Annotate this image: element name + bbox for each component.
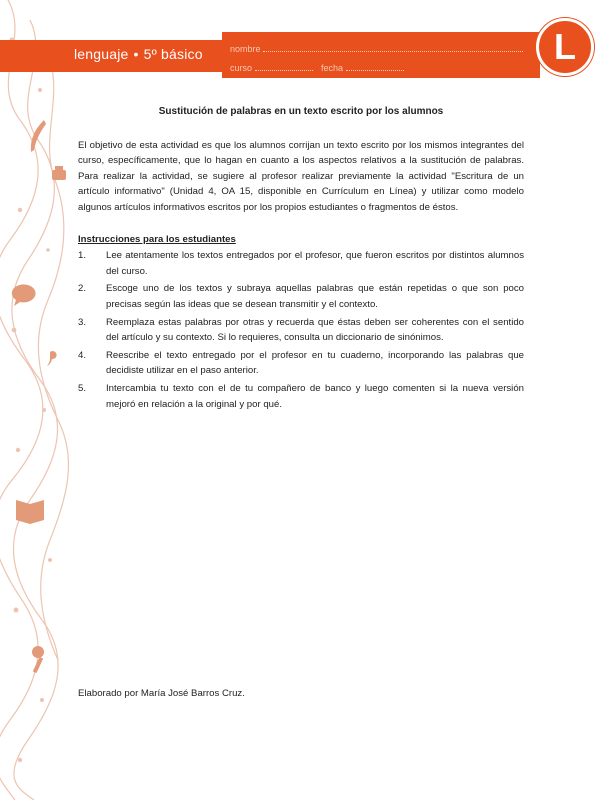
instruction-number: 1.: [78, 250, 87, 262]
date-line[interactable]: [346, 62, 404, 71]
instruction-number: 3.: [78, 316, 87, 328]
book-icon: [16, 500, 44, 524]
instruction-number: 5.: [78, 382, 87, 394]
instruction-text: Intercambia tu texto con el de tu compañero de banco y luego comenten si la nueva versión mejoró en relación a la original y por qué.: [106, 382, 524, 410]
feather-icon: [31, 120, 46, 152]
instruction-number: 2.: [78, 283, 87, 295]
document-title: Sustitución de palabras en un texto escrito por los alumnos: [158, 106, 444, 117]
subject-badge: L: [536, 18, 594, 76]
subject-separator: •: [133, 46, 139, 62]
course-line[interactable]: [255, 62, 313, 71]
instruction-text: Escoge uno de los textos y subraya aquellas palabras que están repetidas o que son poco precisas según las ideas que se desean transmitir y el contexto.: [106, 283, 524, 310]
side-decoration: [0, 0, 70, 800]
instruction-item: [78, 381, 524, 412]
subject-name: lenguaje: [74, 46, 129, 62]
objective-paragraph: El objetivo de esta actividad es que los alumnos corrijan un texto escrito por los mismos integrantes del curso, específicamente, que lo hagan en cuanto a los aspectos relativos a la sustitución de palabras. Para realizar la actividad, se sugiere al profesor realizar previamente la actividad "Escritura de un artículo informativo" (Unidad 4, OA 15, disponible en Currículum en Línea) y utilizar como modelo algunos artículos informativos escritos por los propios estudiantes o fragmentos de éstos.: [78, 139, 524, 213]
name-line[interactable]: [263, 43, 523, 52]
instructions-list: [78, 248, 524, 412]
decorative-icons: [12, 120, 66, 673]
speech-bubble-icon: [12, 284, 36, 306]
instruction-item: [78, 315, 524, 346]
comma-icon: [47, 351, 57, 366]
instruction-text: Reemplaza estas palabras por otras y recuerda que éstas deben ser coherentes con el sentido del artículo y su contexto. Si lo requieres, consulta un diccionario de sinónimos.: [106, 316, 524, 344]
instruction-item: [78, 348, 524, 379]
instruction-text: Reescribe el texto entregado por el profesor en tu cuaderno, incorporando las palabras que decidiste utilizar en el paso anterior.: [106, 349, 524, 377]
grade-level: 5º básico: [143, 46, 203, 62]
instruction-text: Lee atentamente los textos entregados por el profesor, que fueron escritos por distintos alumnos del curso.: [106, 250, 524, 277]
instruction-number: 4.: [78, 349, 87, 361]
name-label: nombre: [230, 44, 261, 54]
author-credit: Elaborado por María José Barros Cruz.: [78, 688, 245, 699]
printer-icon: [52, 170, 66, 180]
course-label: curso: [230, 63, 253, 73]
document-body: [78, 104, 524, 414]
instruction-item: [78, 281, 524, 312]
date-label: fecha: [321, 63, 344, 73]
subject-label: [74, 46, 203, 62]
instruction-item: [78, 248, 524, 279]
microphone-icon: [32, 646, 44, 658]
instructions-heading: Instrucciones para los estudiantes: [78, 233, 236, 245]
course-date-fields: [230, 62, 404, 73]
name-field[interactable]: [230, 43, 523, 54]
